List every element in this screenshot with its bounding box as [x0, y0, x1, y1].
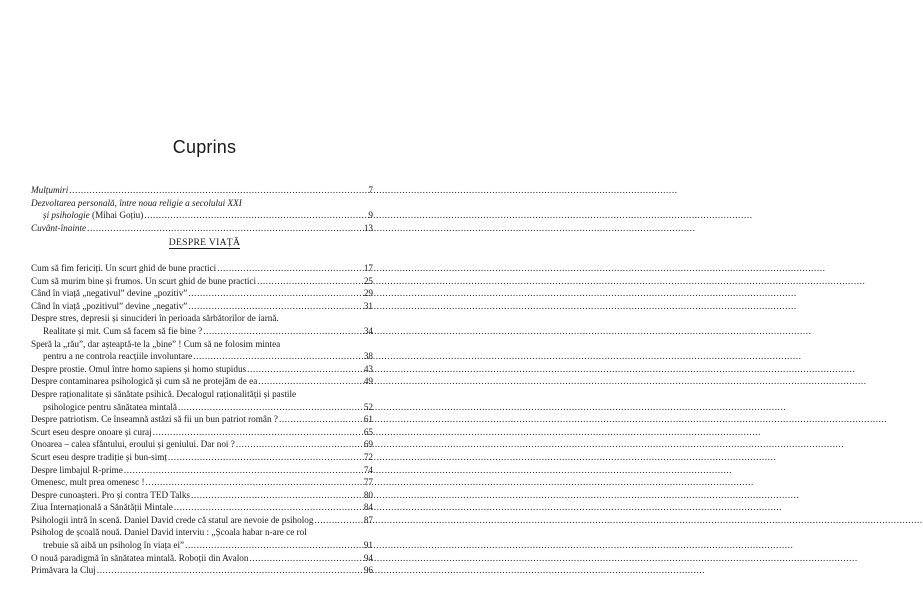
toc-entry-title: Realitate și mit. Cum să facem să fie bine ?: [43, 325, 203, 336]
toc-entry-title: pentru a ne controla reacțiile involuntare: [43, 351, 193, 362]
toc-entry-title: Despre prostie. Omul între homo sapiens și homo stupidus: [31, 363, 247, 374]
toc-entry[interactable]: [31, 388, 373, 413]
page-number: 69: [363, 439, 373, 450]
toc-entry[interactable]: [31, 552, 373, 565]
toc-entry-title: Scurt eseu despre onoare și curaj: [31, 426, 152, 437]
toc-entry[interactable]: [31, 464, 373, 477]
toc-row: [31, 325, 373, 338]
dot-leader: [187, 300, 362, 313]
toc-entry-title: Despre limbajul R-prime: [31, 464, 123, 475]
toc-entry-title-line: Psiholog de școală nouă. Daniel David interviu : „Școala habar n-are ce rol: [31, 527, 307, 538]
page-number: 84: [363, 502, 373, 513]
toc-entry-title: Omenesc, mult prea omenesc !: [31, 477, 145, 488]
page-number: 72: [363, 451, 373, 462]
toc-entry-title-line: Speră la „rău”, dar așteaptă-te la „bine” ! Cum să ne folosim mintea: [31, 338, 281, 349]
toc-row: [31, 514, 373, 527]
page-number: 52: [363, 401, 373, 412]
toc-entry[interactable]: [31, 300, 373, 313]
toc-row: [31, 552, 373, 565]
dot-leader: [184, 539, 363, 552]
toc-row: [31, 476, 373, 489]
page-number: 38: [363, 351, 373, 362]
section-heading: [0, 237, 409, 249]
toc-entry-title: Cuvânt-înainte: [31, 222, 87, 233]
toc-row: [31, 275, 373, 288]
toc-entry[interactable]: [31, 197, 373, 222]
toc-row: [31, 501, 373, 514]
page-number: 29: [363, 288, 373, 299]
page-number: 74: [363, 464, 373, 475]
toc-entry-title: Cum să fim fericiți. Un scurt ghid de bune practici: [31, 263, 217, 273]
toc-row: [31, 451, 373, 464]
toc-entry[interactable]: [31, 514, 373, 527]
toc-entry-title: Când în viață „pozitivul” devine „negativ”: [31, 300, 188, 311]
page-number: 34: [363, 325, 373, 336]
page-number: 77: [363, 477, 373, 488]
page-number: 49: [363, 376, 373, 387]
dot-leader: [256, 275, 363, 288]
toc-row: [31, 262, 373, 275]
page-number: 61: [363, 414, 373, 425]
toc-entry[interactable]: [31, 426, 373, 439]
toc-row: [31, 222, 373, 235]
toc-entry-title: Scurt eseu despre tradiție și bun-simț: [31, 451, 167, 462]
dot-leader: [123, 464, 363, 477]
page-number: 96: [363, 565, 373, 576]
toc-entry[interactable]: [31, 312, 373, 337]
dot-leader: [278, 413, 363, 426]
toc-entry-title: O nouă paradigmă în sănătatea mintală. Roboții din Avalon: [31, 552, 249, 563]
dot-leader: [152, 426, 363, 439]
toc-entry[interactable]: [31, 489, 373, 502]
toc-row: [31, 375, 373, 388]
toc-entry-title: Despre contaminarea psihologică și cum să ne protejăm de ea: [31, 376, 258, 387]
toc-entry[interactable]: [31, 501, 373, 514]
toc-row: [31, 287, 373, 300]
toc-entry-title: Despre patriotism. Ce înseamnă astăzi să fii un bun patriot român ?: [31, 414, 278, 425]
toc-entry-title: trebuie să aibă un psiholog în viața ei”: [43, 540, 185, 551]
page-number: 80: [363, 489, 373, 500]
page-title: Cuprins: [172, 137, 237, 157]
toc-entry[interactable]: [31, 564, 373, 577]
toc-row: [31, 489, 373, 502]
toc-row: [31, 438, 373, 451]
toc-entry[interactable]: [31, 338, 373, 363]
toc-entry-title: Primăvara la Cluj: [31, 565, 96, 576]
toc-row: [31, 300, 373, 313]
toc-entry[interactable]: [31, 363, 373, 376]
toc-entry[interactable]: [31, 526, 373, 551]
dot-leader: [145, 476, 363, 489]
section-heading-text: DESPRE VIAȚĂ: [168, 237, 241, 248]
toc-entry-title: Când în viață „negativul” devine „pozitiv”: [31, 288, 188, 299]
page-number: 25: [363, 275, 373, 286]
page-number: 17: [363, 263, 373, 273]
dot-leader: [96, 564, 363, 577]
toc-entry-title: Despre cunoașteri. Pro și contra TED Talks: [31, 489, 190, 500]
toc-row: [31, 413, 373, 426]
front-matter-list: [31, 184, 373, 234]
toc-entry[interactable]: [31, 438, 373, 451]
toc-row: [31, 184, 373, 197]
toc-entry[interactable]: [31, 476, 373, 489]
toc-entry-title-line: Despre stres, depresii și sinucideri în perioada sărbătorilor de iarnă.: [31, 313, 279, 324]
toc-entry[interactable]: [31, 451, 373, 464]
toc-row: [31, 363, 373, 376]
dot-leader: [202, 325, 363, 338]
toc-row: [31, 350, 373, 363]
dot-leader: [313, 514, 362, 527]
book-page: [0, 0, 409, 601]
page-number: 31: [363, 300, 373, 311]
dot-leader: [187, 287, 362, 300]
toc-row: [31, 464, 373, 477]
page-number: 7: [368, 185, 373, 195]
page-number: 65: [363, 426, 373, 437]
toc-entry-title: Onoarea – calea sfântului, eroului și geniului. Dar noi ?: [31, 439, 235, 450]
dot-leader: [143, 209, 367, 222]
dot-leader: [68, 184, 367, 197]
toc-entry-title: Cum să murim bine și frumos. Un scurt ghid de bune practici: [31, 275, 257, 286]
toc-entry-title: Mulțumiri: [31, 185, 69, 195]
dot-leader: [235, 438, 363, 451]
page-number: 13: [363, 222, 373, 233]
toc-row: [31, 539, 373, 552]
dot-leader: [173, 501, 363, 514]
toc-entry-title: psihologice pentru sănătatea mintală: [43, 401, 177, 412]
toc-list: [31, 262, 373, 577]
toc-entry[interactable]: [31, 287, 373, 300]
toc-entry[interactable]: [31, 184, 373, 197]
page-number: 94: [363, 552, 373, 563]
toc-entry-title: Ziua Internațională a Sănătății Mintale: [31, 502, 173, 513]
toc-row: [31, 426, 373, 439]
page-number: 91: [363, 540, 373, 551]
toc-row: [31, 401, 373, 414]
toc-entry-title-line: Dezvoltarea personală, între noua religie a secolului XXI: [31, 197, 242, 208]
dot-leader: [167, 451, 363, 464]
toc-entry-title: și psihologie (Mihai Goțiu): [43, 210, 144, 221]
page-number: 9: [368, 210, 373, 221]
toc-entry[interactable]: [31, 262, 373, 275]
toc-entry[interactable]: [31, 413, 373, 426]
dot-leader: [216, 262, 363, 275]
toc-entry-title-line: Despre raționalitate și sănătate psihică. Decalogul raționalității și pastile: [31, 388, 297, 399]
dot-leader: [246, 363, 363, 376]
toc-entry[interactable]: [31, 375, 373, 388]
dot-leader: [86, 222, 363, 235]
dot-leader: [248, 552, 362, 565]
dot-leader: [192, 350, 363, 363]
dot-leader: [177, 401, 363, 414]
page-number: 43: [363, 363, 373, 374]
toc-row: [31, 209, 373, 222]
dot-leader: [257, 375, 363, 388]
page-number: 87: [363, 514, 373, 525]
dot-leader: [190, 489, 363, 502]
toc-entry[interactable]: [31, 222, 373, 235]
toc-entry[interactable]: [31, 275, 373, 288]
toc-entry-title: Psihologii intră în scenă. Daniel David crede că statul are nevoie de psiholog: [31, 514, 314, 525]
toc-row: [31, 564, 373, 577]
